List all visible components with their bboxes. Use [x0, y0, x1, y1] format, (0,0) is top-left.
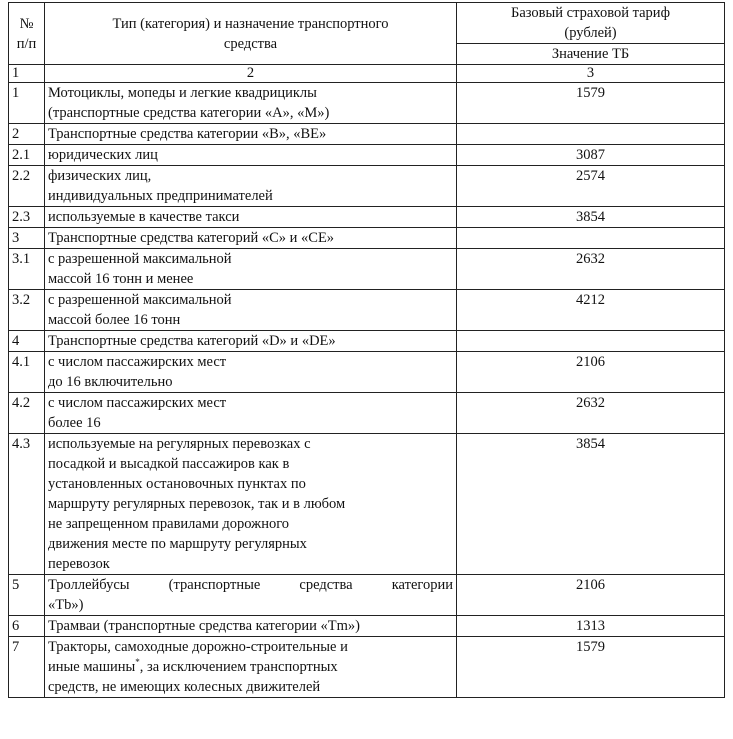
row-num: 5	[9, 575, 45, 616]
row-value: 3854	[457, 434, 725, 575]
row-num: 4.2	[9, 393, 45, 434]
row-value: 1313	[457, 616, 725, 637]
header-tariff: Базовый страховой тариф (рублей)	[457, 3, 725, 44]
row-text-fragment: , за исключением транспортных	[139, 659, 338, 675]
table-row	[9, 434, 725, 575]
table-row	[9, 331, 725, 352]
table-row	[9, 352, 725, 393]
header-num: № п/п	[9, 3, 45, 65]
row-text-line: средств, не имеющих колесных движителей	[48, 679, 321, 695]
row-num: 2.3	[9, 207, 45, 228]
row-value	[457, 124, 725, 145]
index-cell: 3	[457, 65, 725, 83]
row-num: 4.3	[9, 434, 45, 575]
table-row	[9, 637, 725, 698]
row-value: 1579	[457, 83, 725, 124]
row-text: с числом пассажирских мест более 16	[45, 393, 457, 434]
row-text: с числом пассажирских мест до 16 включительно	[45, 352, 457, 393]
row-text-fragment: иные машины	[48, 659, 136, 675]
row-value: 1579	[457, 637, 725, 698]
row-value: 2106	[457, 575, 725, 616]
row-text: юридических лиц	[45, 145, 457, 166]
table-row	[9, 249, 725, 290]
row-text-line: Троллейбусы (транспортные средства категории	[48, 577, 453, 593]
footnote-mark: *	[135, 657, 140, 668]
index-cell: 2	[45, 65, 457, 83]
row-value: 2106	[457, 352, 725, 393]
table-row	[9, 83, 725, 124]
row-num: 7	[9, 637, 45, 698]
header-type: Тип (категория) и назначение транспортного средства	[45, 3, 457, 65]
row-num: 4.1	[9, 352, 45, 393]
row-num: 2.2	[9, 166, 45, 207]
row-value: 2632	[457, 249, 725, 290]
row-num: 3.2	[9, 290, 45, 331]
row-value: 2574	[457, 166, 725, 207]
row-text-line: «Tb»)	[48, 597, 84, 613]
row-text	[45, 637, 457, 698]
index-cell: 1	[9, 65, 45, 83]
row-num: 2	[9, 124, 45, 145]
row-text: физических лиц, индивидуальных предпринимателей	[45, 166, 457, 207]
table-row	[9, 393, 725, 434]
row-text: с разрешенной максимальной массой более 16 тонн	[45, 290, 457, 331]
table-row	[9, 228, 725, 249]
header-row	[9, 3, 725, 44]
tariff-table	[8, 2, 725, 698]
row-num: 4	[9, 331, 45, 352]
row-num: 3.1	[9, 249, 45, 290]
header-value: Значение ТБ	[457, 44, 725, 65]
row-text: используемые в качестве такси	[45, 207, 457, 228]
row-text: Транспортные средства категорий «С» и «СЕ»	[45, 228, 457, 249]
row-text: Мотоциклы, мопеды и легкие квадрициклы (транспортные средства категории «А», «М»)	[45, 83, 457, 124]
row-text: Транспортные средства категорий «D» и «DE»	[45, 331, 457, 352]
row-text: используемые на регулярных перевозках с посадкой и высадкой пассажиров как в установленных остановочных пунктах по маршруту регулярных перевозок, так и в любом не запрещенном правилами дорожного движения месте по маршруту регулярных перевозок	[45, 434, 457, 575]
table-row	[9, 575, 725, 616]
row-text-line: Тракторы, самоходные дорожно-строительные и	[48, 639, 348, 655]
row-value	[457, 228, 725, 249]
row-text-line	[48, 657, 453, 677]
table-row	[9, 616, 725, 637]
table-row	[9, 145, 725, 166]
row-value: 3854	[457, 207, 725, 228]
row-text: Трамваи (транспортные средства категории «Tm»)	[45, 616, 457, 637]
table-row	[9, 166, 725, 207]
row-text	[45, 575, 457, 616]
row-num: 6	[9, 616, 45, 637]
row-value: 2632	[457, 393, 725, 434]
row-text: Транспортные средства категории «В», «ВЕ»	[45, 124, 457, 145]
row-value: 3087	[457, 145, 725, 166]
row-num: 2.1	[9, 145, 45, 166]
row-value	[457, 331, 725, 352]
row-num: 1	[9, 83, 45, 124]
table-row	[9, 290, 725, 331]
row-num: 3	[9, 228, 45, 249]
table-row	[9, 207, 725, 228]
index-row	[9, 65, 725, 83]
table-row	[9, 124, 725, 145]
row-text: с разрешенной максимальной массой 16 тонн и менее	[45, 249, 457, 290]
row-value: 4212	[457, 290, 725, 331]
